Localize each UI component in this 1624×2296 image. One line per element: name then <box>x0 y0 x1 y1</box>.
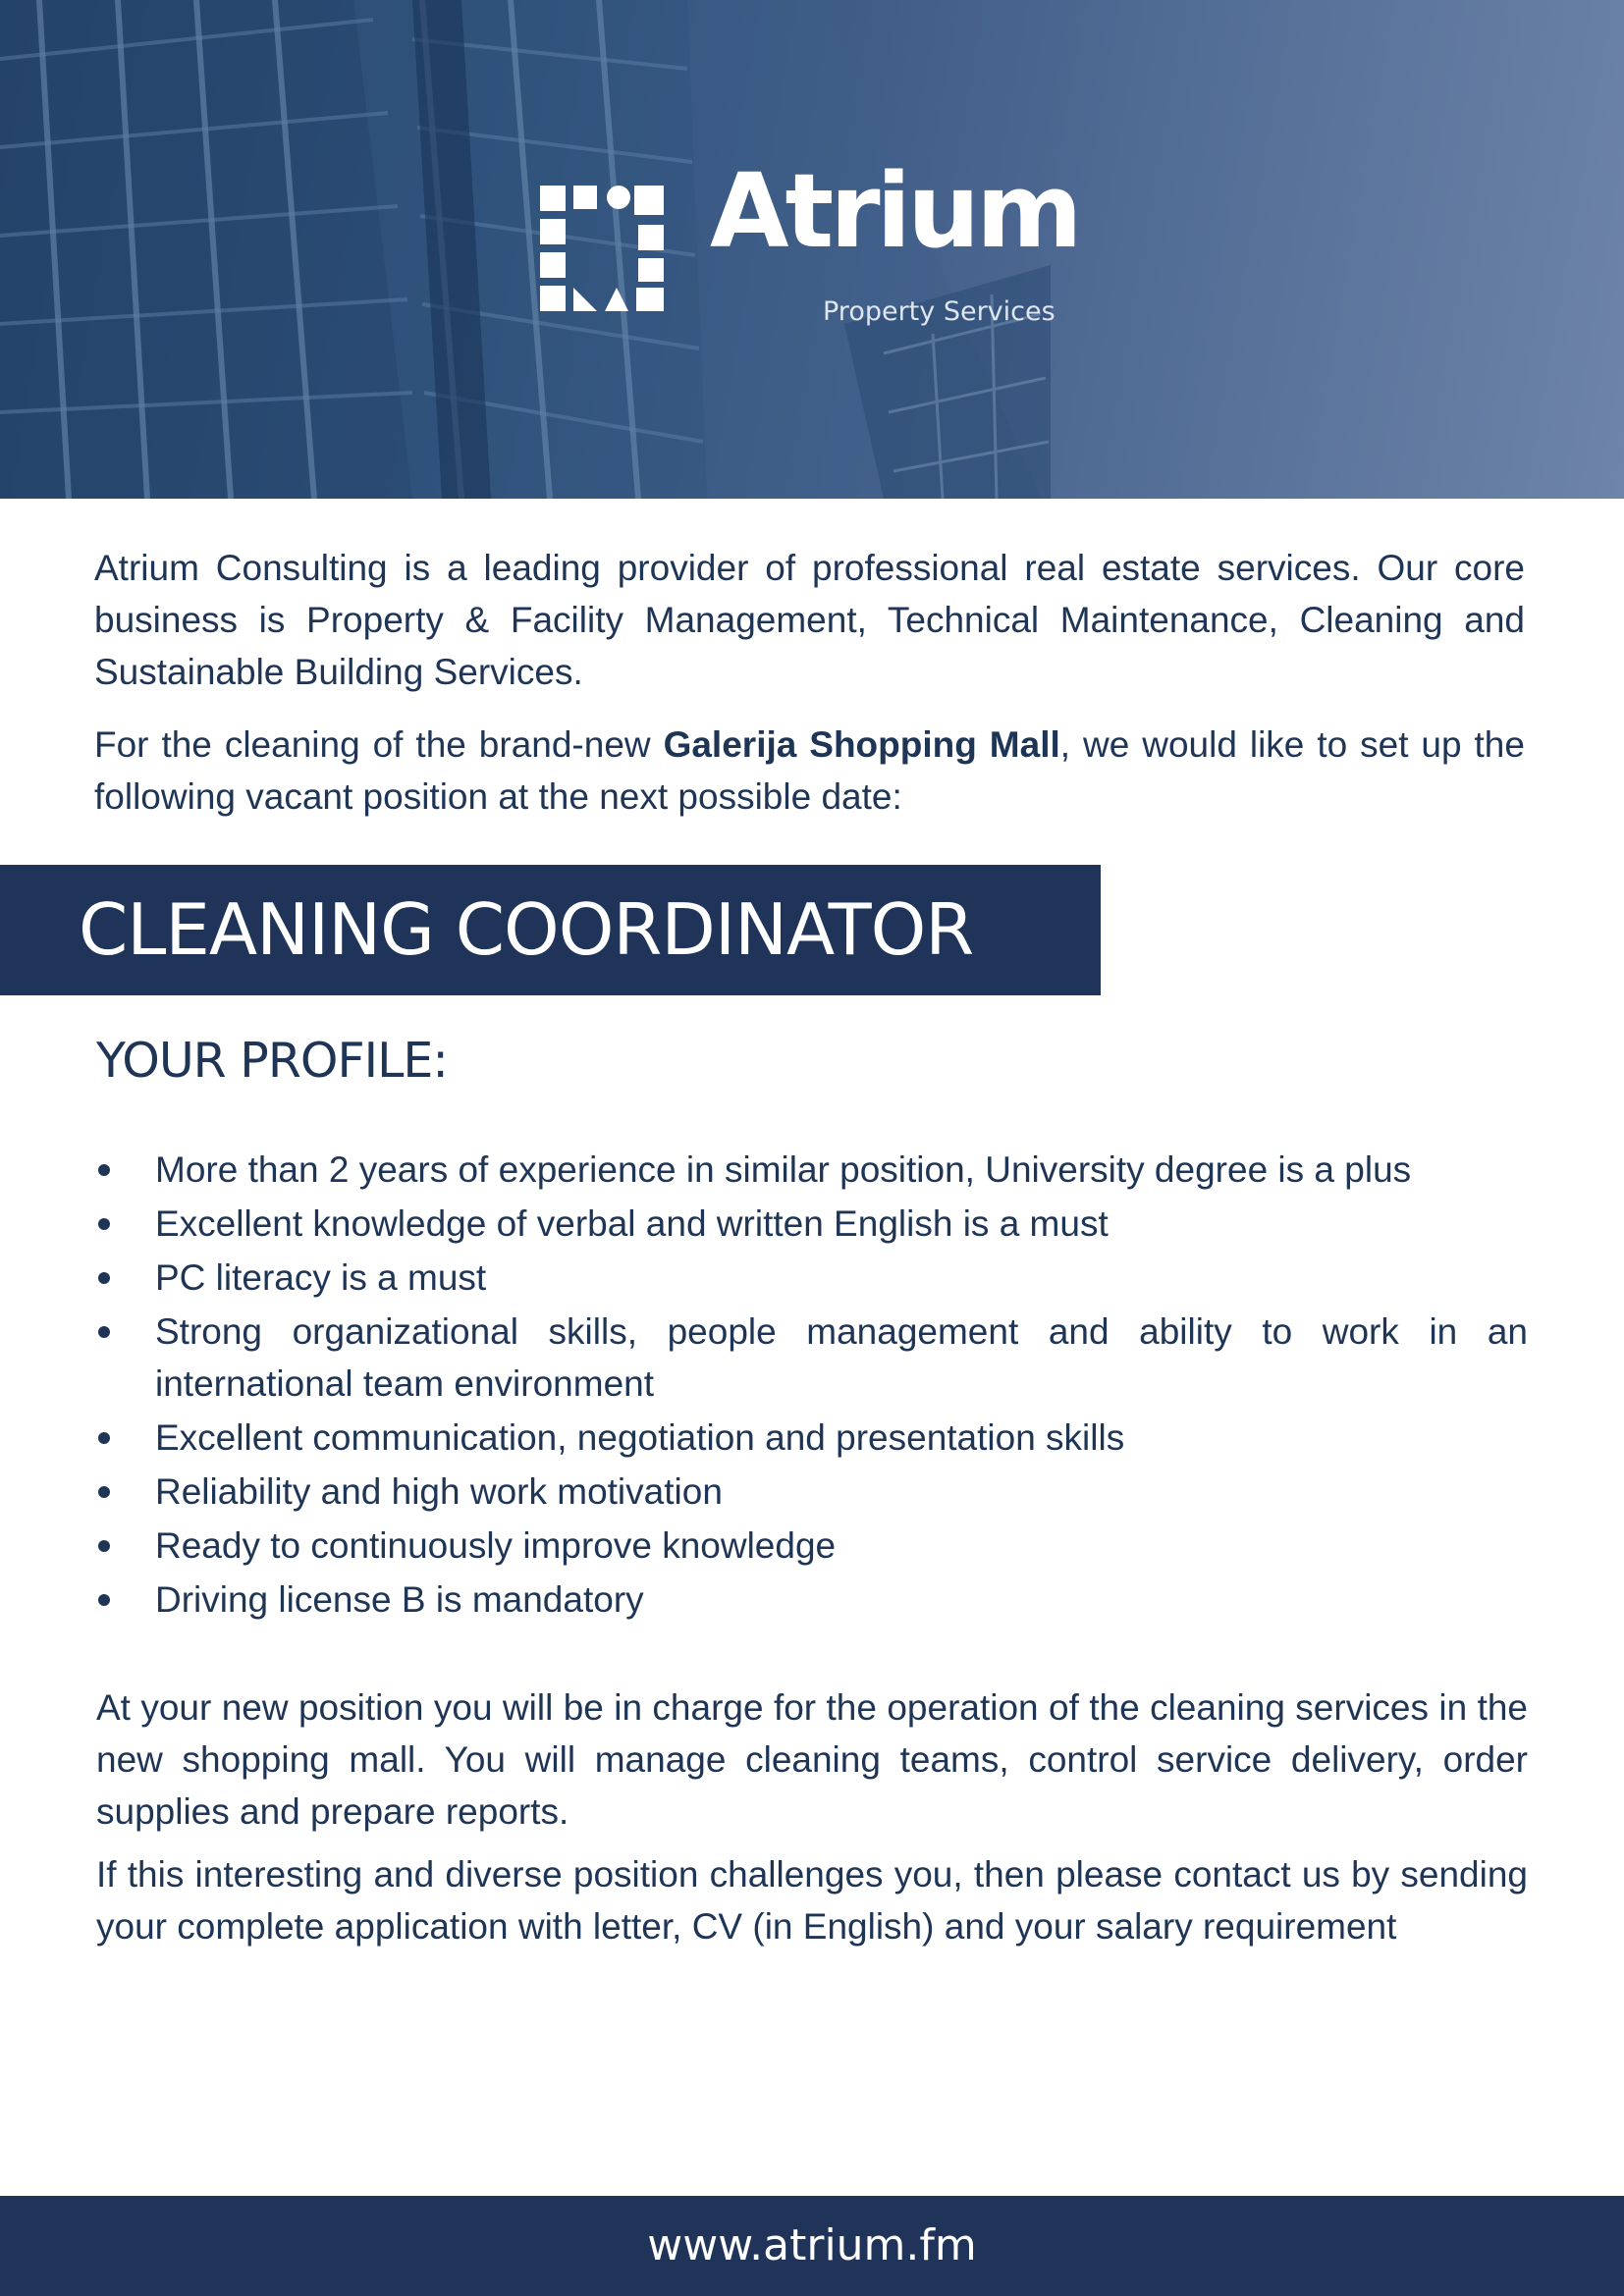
atrium-logo <box>540 151 1090 339</box>
logo-wordmark: Atrium <box>710 151 1079 271</box>
bullet-icon <box>98 1540 110 1552</box>
profile-list-item <box>94 1412 1528 1464</box>
profile-list-item-text: Ready to continuously improve knowledge <box>155 1525 837 1566</box>
intro-text-before: For the cleaning of the brand-new <box>94 724 664 765</box>
profile-list-item-text: PC literacy is a must <box>155 1257 487 1298</box>
header-banner <box>0 0 1624 499</box>
profile-list-item-text: Excellent communication, negotiation and presentation skills <box>155 1417 1125 1458</box>
profile-list-item <box>94 1198 1528 1250</box>
footer-bar <box>0 2196 1624 2296</box>
profile-heading: YOUR PROFILE: <box>96 1033 448 1089</box>
bullet-icon <box>98 1432 110 1444</box>
bullet-icon <box>98 1218 110 1230</box>
profile-list-item-text: Driving license B is mandatory <box>155 1579 644 1620</box>
bullet-icon <box>98 1594 110 1606</box>
profile-list-item <box>94 1252 1528 1304</box>
profile-list-item <box>94 1520 1528 1572</box>
profile-list-item-text: More than 2 years of experience in similar position, University degree is a plus <box>155 1149 1412 1190</box>
bullet-icon <box>98 1272 110 1284</box>
intro-text-after: , we would like to set up the following vacant position at the next possible date: <box>94 724 1525 817</box>
profile-list-item <box>94 1466 1528 1518</box>
position-title-bar <box>0 865 1101 995</box>
details-paragraph-1: At your new position you will be in charge for the operation of the cleaning services in the new shopping mall. You will manage cleaning teams, control service delivery, order supplies and prepare reports. <box>96 1687 1528 1832</box>
atrium-logo-mark-icon <box>540 186 668 311</box>
profile-list-item-text: Excellent knowledge of verbal and written English is a must <box>155 1203 1109 1244</box>
profile-list <box>94 1144 1528 1628</box>
intro-paragraph-1: Atrium Consulting is a leading provider of professional real estate services. Our core business is Property & Facility Management, Technical Maintenance, Cleaning and Sustainable Building Services. <box>94 548 1525 692</box>
intro-paragraph-2 <box>94 719 1525 823</box>
bullet-icon <box>98 1486 110 1498</box>
profile-list-item <box>94 1144 1528 1196</box>
logo-subtitle: Property Services <box>823 296 1056 327</box>
website-link[interactable]: www.atrium.fm <box>647 2220 977 2270</box>
profile-list-item <box>94 1306 1528 1410</box>
profile-list-item-text: Reliability and high work motivation <box>155 1471 723 1512</box>
mall-name: Galerija Shopping Mall <box>663 724 1060 765</box>
details-paragraph-2: If this interesting and diverse position challenges you, then please contact us by sending your complete application with letter, CV (in English) and your salary requirement <box>96 1854 1528 1947</box>
profile-list-item-text: Strong organizational skills, people management and ability to work in an international team environment <box>155 1311 1528 1404</box>
profile-list-item <box>94 1574 1528 1626</box>
bullet-icon <box>98 1164 110 1176</box>
position-title: CLEANING COORDINATOR <box>79 888 974 971</box>
bullet-icon <box>98 1326 110 1338</box>
